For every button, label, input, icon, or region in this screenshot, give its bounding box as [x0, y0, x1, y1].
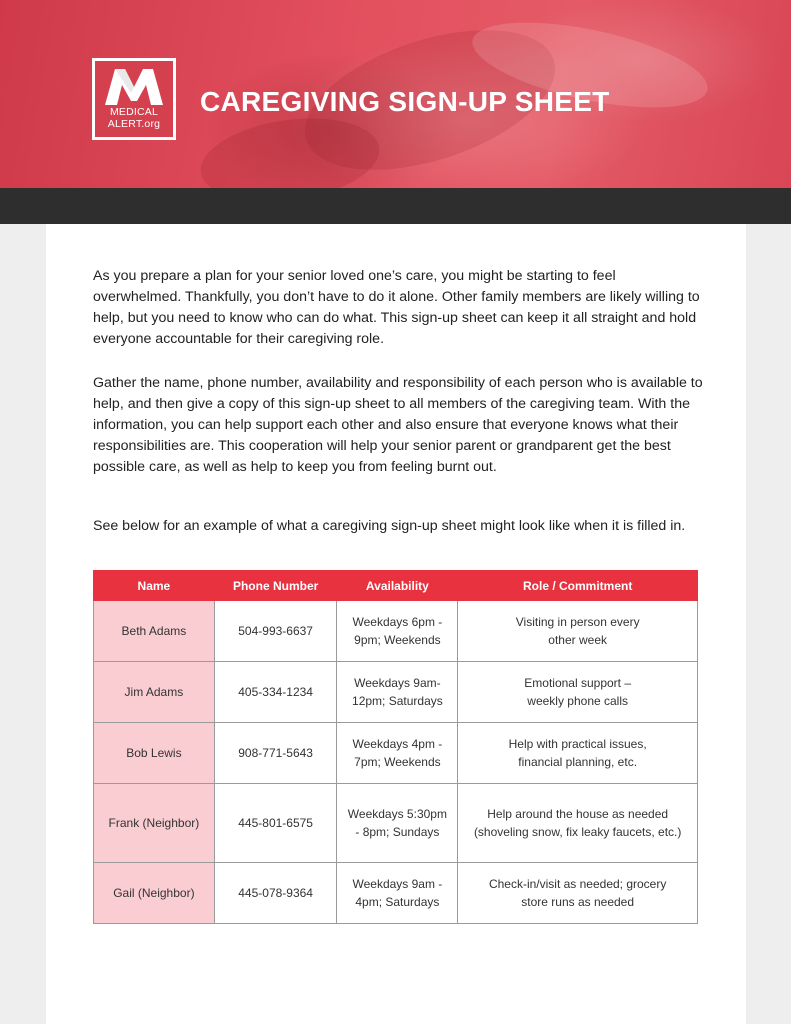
cell-role: Help with practical issues, financial planning, etc. [458, 723, 698, 784]
table-row [94, 784, 698, 863]
signup-table [93, 570, 698, 924]
column-header-name: Name [94, 571, 215, 601]
intro-paragraph-1: As you prepare a plan for your senior loved one’s care, you might be starting to feel overwhelmed. Thankfully, you don’t have to do it alone. Other family members are likely willing to help, but you need to know who can do what. This sign-up sheet can keep it all straight and hold everyone accountable for their caregiving role. [93, 268, 700, 347]
cell-phone: 908-771-5643 [214, 723, 337, 784]
table-header-row [94, 571, 698, 601]
cell-role: Visiting in person every other week [458, 601, 698, 662]
cell-availability: Weekdays 6pm - 9pm; Weekends [337, 601, 458, 662]
column-header-role: Role / Commitment [458, 571, 698, 601]
table-row [94, 601, 698, 662]
cell-name: Frank (Neighbor) [94, 784, 215, 863]
logo-text-line2: ALERT.org [107, 118, 161, 130]
cell-role: Check-in/visit as needed; grocery store runs as needed [458, 863, 698, 924]
cell-availability: Weekdays 9am - 4pm; Saturdays [337, 863, 458, 924]
cell-availability: Weekdays 9am- 12pm; Saturdays [337, 662, 458, 723]
intro-paragraph-2: Gather the name, phone number, availability and responsibility of each person who is available to help, and then give a copy of this sign-up sheet to all members of the caregiving team. With the information, you can help support each other and also ensure that everyone knows what their responsibilities are. This cooperation will help your senior parent or grandparent get the best possible care, as well as help to keep you from feeling burnt out. [93, 375, 703, 475]
cell-availability: Weekdays 4pm - 7pm; Weekends [337, 723, 458, 784]
logo-text-line1: MEDICAL [109, 106, 159, 118]
cell-phone: 445-801-6575 [214, 784, 337, 863]
cell-name: Bob Lewis [94, 723, 215, 784]
header-banner [0, 0, 791, 188]
cell-phone: 445-078-9364 [214, 863, 337, 924]
medical-alert-m-logo-icon [101, 65, 167, 107]
table-row [94, 662, 698, 723]
table-row [94, 723, 698, 784]
cell-name: Gail (Neighbor) [94, 863, 215, 924]
column-header-availability: Availability [337, 571, 458, 601]
intro-paragraph-3: See below for an example of what a caregiving sign-up sheet might look like when it is filled in. [93, 518, 686, 534]
column-header-phone: Phone Number [214, 571, 337, 601]
cell-name: Beth Adams [94, 601, 215, 662]
cell-phone: 405-334-1234 [214, 662, 337, 723]
cell-role: Help around the house as needed (shoveling snow, fix leaky faucets, etc.) [458, 784, 698, 863]
cell-phone: 504-993-6637 [214, 601, 337, 662]
medical-alert-logo[interactable] [92, 58, 176, 140]
table-row [94, 863, 698, 924]
cell-availability: Weekdays 5:30pm - 8pm; Sundays [337, 784, 458, 863]
header-divider-bar [0, 188, 791, 224]
cell-role: Emotional support – weekly phone calls [458, 662, 698, 723]
cell-name: Jim Adams [94, 662, 215, 723]
page-title: CAREGIVING SIGN-UP SHEET [200, 86, 610, 117]
